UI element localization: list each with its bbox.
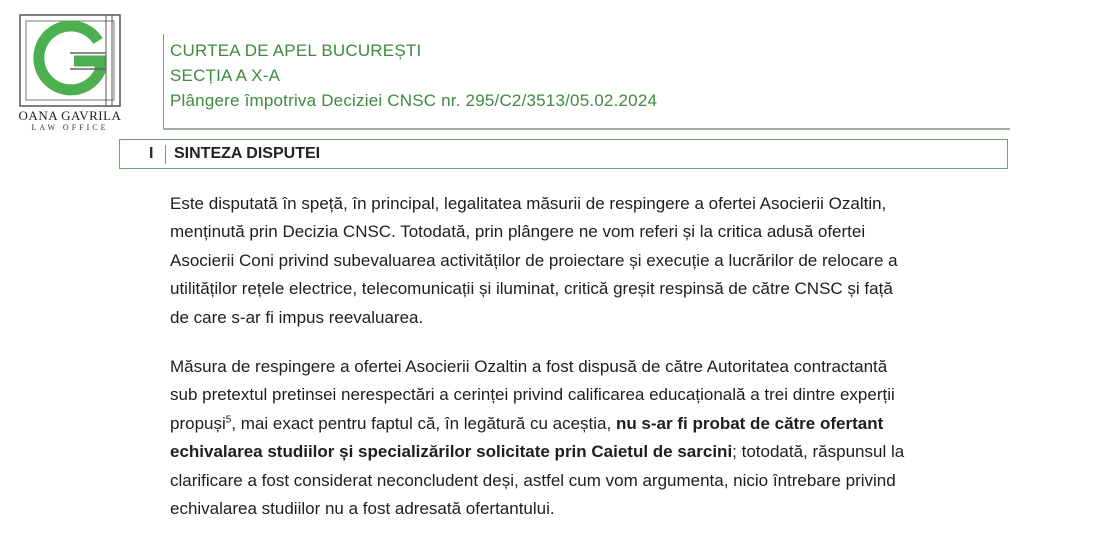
text-run: , mai exact pentru faptul că, în legătură cu aceștia, xyxy=(231,413,616,433)
footnote-reference[interactable]: 5 xyxy=(225,414,232,426)
paragraph-line: menținută prin Decizia CNSC. Totodată, prin plângere ne vom referi și la critica adusă ofertei xyxy=(170,222,866,242)
section-number: I xyxy=(149,145,154,162)
paragraph-rejection-measure xyxy=(170,353,1005,523)
law-office-logo xyxy=(18,13,122,135)
paragraph-line: Măsura de respingere a ofertei Asocierii Ozaltin a fost dispusă de către Autoritatea contractantă xyxy=(170,357,888,376)
paragraph-line: echivalarea studiilor nu a fost adresată ofertantului. xyxy=(170,499,555,519)
emphasis-text: echivalarea studiilor și specializărilor solicitate prin Caietul de sarcini xyxy=(170,442,733,462)
paragraph-line: Este disputată în speță, în principal, legalitatea măsurii de respingere a ofertei Asocierii Ozaltin, xyxy=(170,194,887,213)
paragraph-line: clarificare a fost considerat neconcludent deși, astfel cum vom argumenta, nicio întrebare privind xyxy=(170,470,896,490)
logo-subtitle: LAW OFFICE xyxy=(31,123,109,132)
court-section: SECȚIA A X-A xyxy=(170,66,281,85)
logo-name: OANA GAVRILA xyxy=(18,108,122,123)
header-horizontal-rule xyxy=(163,128,1010,130)
document-header xyxy=(170,38,657,113)
section-title: SINTEZA DISPUTEI xyxy=(174,145,321,162)
paragraph-line: Asocierii Coni privind subevaluarea activităților de proiectare și execuție a lucrărilor de relocare a xyxy=(170,250,898,270)
document-subject: Plângere împotriva Deciziei CNSC nr. 295/C2/3513/05.02.2024 xyxy=(170,91,658,110)
paragraph-line xyxy=(170,410,1005,438)
paragraph-line xyxy=(170,438,1005,466)
section-heading xyxy=(119,139,1008,169)
emphasis-text: nu s-ar fi probat de către ofertant xyxy=(615,413,884,433)
paragraph-line: de care s-ar fi impus reevaluarea. xyxy=(170,307,424,327)
section-separator xyxy=(165,145,166,164)
header-vertical-divider xyxy=(163,34,164,129)
text-run: ; totodată, răspunsul la xyxy=(732,442,905,462)
logo-g-emblem-icon xyxy=(18,13,122,108)
paragraph-dispute-summary xyxy=(170,190,1005,332)
text-run: propuși xyxy=(170,413,226,433)
paragraph-line: sub pretextul pretinsei nerespectări a cerinței privind calificarea educațională a trei dintre experții xyxy=(170,385,895,405)
court-name: CURTEA DE APEL BUCUREȘTI xyxy=(170,41,422,60)
paragraph-line: utilităților rețele electrice, telecomunicații și iluminat, critică greșit respinsă de către CNSC și față xyxy=(170,279,893,299)
